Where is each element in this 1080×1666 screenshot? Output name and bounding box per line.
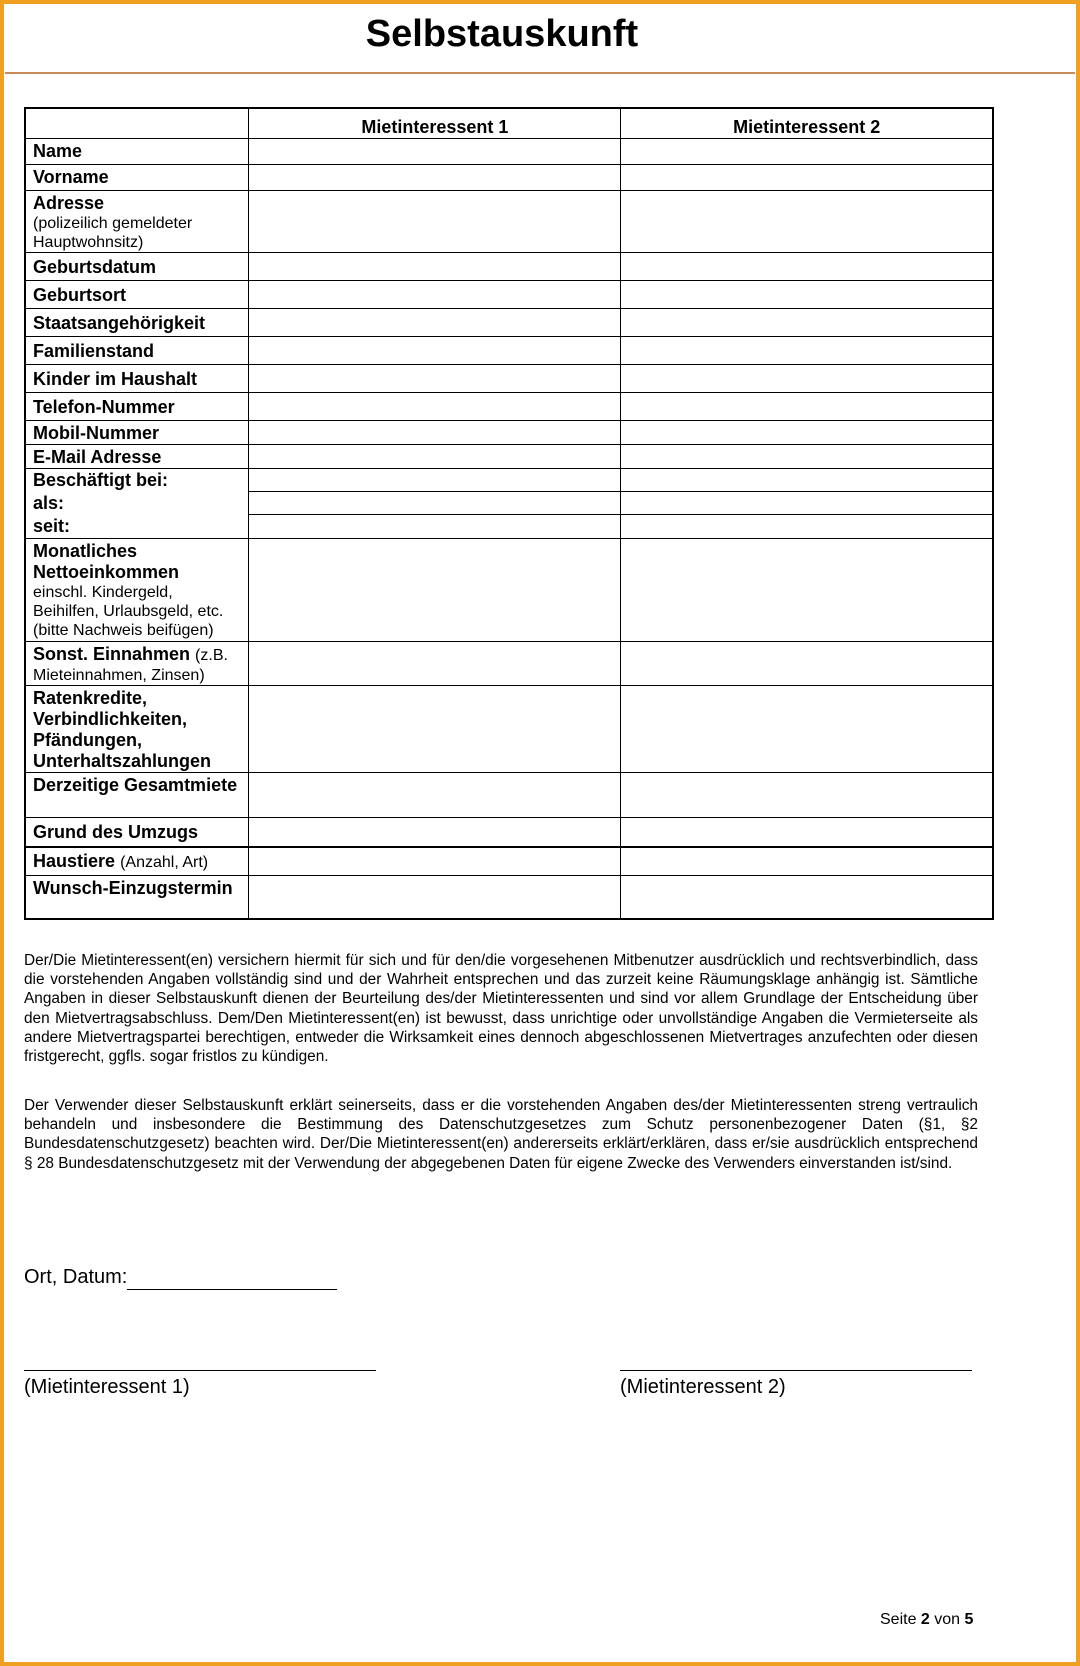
page-current: 2 [920, 1611, 930, 1628]
label-adresse-main: Adresse [33, 192, 105, 213]
header-row [25, 108, 993, 138]
field-kredite-2[interactable] [621, 685, 993, 772]
row-umzug [25, 817, 993, 847]
field-beschaeftigt-1[interactable] [249, 468, 621, 491]
label-einkommen-main: Monatliches Nettoeinkommen [33, 540, 180, 582]
field-sonst-1[interactable] [249, 641, 621, 685]
field-miete-1[interactable] [249, 772, 621, 817]
label-mobil: Mobil-Nummer [25, 420, 249, 444]
page-total: 5 [964, 1611, 974, 1628]
label-beschaeftigt: Beschäftigt bei: [33, 469, 169, 490]
declaration-paragraph-2: Der Verwender dieser Selbstauskunft erklärt seinerseits, dass er die vorstehenden Angaben des/der Mietinteressenten streng vertraulich behandeln und insbesondere die Bestimmung des Datenschutzgesetzes zum Schutz personenbezogener Daten (§1, §2 Bundesdatenschutzgesetz) beachten wird. Der/Die Mietinteressent(en) andererseits erklärt/erklären, dass er/sie ausdrücklich entsprechend § 28 Bundesdatenschutzgesetz mit der Verwendung der abgegebenen Daten für eigene Zwecke des Verwenders einverstanden ist/sind. [24, 1097, 978, 1172]
field-einkommen-1[interactable] [249, 538, 621, 641]
signature-label-2: (Mietinteressent 2) [620, 1376, 786, 1398]
field-miete-2[interactable] [621, 772, 993, 817]
header-tenant-2: Mietinteressent 2 [621, 108, 993, 138]
field-staat-2[interactable] [621, 308, 993, 336]
row-familienstand [25, 336, 993, 364]
field-mobil-2[interactable] [621, 420, 993, 444]
header-empty [25, 108, 249, 138]
label-sonst-einnahmen [25, 641, 249, 685]
label-vorname: Vorname [25, 164, 249, 190]
field-staat-1[interactable] [249, 308, 621, 336]
signature-tenant-2 [620, 1370, 972, 1400]
field-telefon-1[interactable] [249, 392, 621, 420]
field-haustiere-2[interactable] [621, 847, 993, 875]
row-kredite [25, 685, 993, 772]
label-sonst-main: Sonst. Einnahmen [33, 643, 191, 664]
field-kinder-2[interactable] [621, 364, 993, 392]
field-als-2[interactable] [621, 491, 993, 514]
label-adresse [25, 190, 249, 252]
label-sonst-sub: Mieteinnahmen, Zinsen) [33, 666, 205, 684]
field-telefon-2[interactable] [621, 392, 993, 420]
field-name-1[interactable] [249, 138, 621, 164]
declaration-paragraph-1: Der/Die Mietinteressent(en) versichern hiermit für sich und für den/die vorgesehenen Mitbenutzer ausdrücklich und rechtsverbindlich, dass die vorstehenden Angaben vollständig sind und der Wahrheit entsprechen und das zurzeit keine Räumungsklage anhängig ist. Sämtliche Angaben in dieser Selbstauskunft dienen der Beurteilung des/der Mietinteressenten und sind vor allem Grundlage der Entscheidung über den Mietvertragsabschluss. Dem/Den Mietinteressent(en) ist bewusst, dass unrichtige oder unvollständige Angaben die Vermieterseite als andere Mietvertragspartei berechtigen, entweder die Wirksamkeit eines dennoch abgeschlossenen Mietvertrages anzufechten oder diesen fristgerecht, ggfls. sogar fristlos zu kündigen. [24, 952, 978, 1066]
row-einkommen [25, 538, 993, 641]
label-geburtsort: Geburtsort [25, 280, 249, 308]
row-name [25, 138, 993, 164]
field-umzug-2[interactable] [621, 817, 993, 847]
row-email [25, 444, 993, 468]
field-geburtsdatum-1[interactable] [249, 252, 621, 280]
label-familienstand: Familienstand [25, 336, 249, 364]
field-adresse-1[interactable] [249, 190, 621, 252]
row-einzugstermin [25, 875, 993, 919]
field-sonst-2[interactable] [621, 641, 993, 685]
label-telefon: Telefon-Nummer [25, 392, 249, 420]
signature-label-1: (Mietinteressent 1) [24, 1376, 190, 1398]
row-haustiere [25, 847, 993, 875]
field-geburtsort-2[interactable] [621, 280, 993, 308]
label-kinder: Kinder im Haushalt [25, 364, 249, 392]
field-familienstand-2[interactable] [621, 336, 993, 364]
field-adresse-2[interactable] [621, 190, 993, 252]
page-mid: von [934, 1611, 961, 1628]
label-miete: Derzeitige Gesamtmiete [25, 772, 249, 817]
place-date-line[interactable] [127, 1270, 337, 1290]
field-vorname-2[interactable] [621, 164, 993, 190]
label-haustiere [25, 847, 249, 875]
field-kredite-1[interactable] [249, 685, 621, 772]
place-date-label: Ort, Datum: [24, 1266, 128, 1288]
label-umzug: Grund des Umzugs [25, 817, 249, 847]
label-einkommen [25, 538, 249, 641]
title-divider [5, 72, 1075, 74]
field-seit-2[interactable] [621, 515, 993, 538]
field-als-1[interactable] [249, 491, 621, 514]
field-email-2[interactable] [621, 444, 993, 468]
page-number [880, 1610, 973, 1630]
field-mobil-1[interactable] [249, 420, 621, 444]
label-name: Name [25, 138, 249, 164]
field-familienstand-1[interactable] [249, 336, 621, 364]
row-mobil [25, 420, 993, 444]
label-email: E-Mail Adresse [25, 444, 249, 468]
label-geburtsdatum: Geburtsdatum [25, 252, 249, 280]
row-telefon [25, 392, 993, 420]
label-seit: seit: [33, 515, 71, 536]
field-email-1[interactable] [249, 444, 621, 468]
label-kredite: Ratenkredite, Verbindlichkeiten, Pfändungen, Unterhaltszahlungen [25, 685, 249, 772]
field-vorname-1[interactable] [249, 164, 621, 190]
label-staatsangehoerigkeit: Staatsangehörigkeit [25, 308, 249, 336]
row-geburtsdatum [25, 252, 993, 280]
label-haustiere-inline: (Anzahl, Art) [120, 854, 209, 872]
row-geburtsort [25, 280, 993, 308]
row-sonst-einnahmen [25, 641, 993, 685]
field-geburtsort-1[interactable] [249, 280, 621, 308]
row-adresse [25, 190, 993, 252]
place-date-field [24, 1264, 337, 1290]
page-prefix: Seite [880, 1611, 917, 1628]
self-disclosure-table [24, 107, 994, 920]
field-geburtsdatum-2[interactable] [621, 252, 993, 280]
label-einzugstermin: Wunsch-Einzugstermin [25, 875, 249, 919]
field-kinder-1[interactable] [249, 364, 621, 392]
row-beschaeftigt [25, 468, 993, 491]
row-kinder [25, 364, 993, 392]
label-employment [25, 468, 249, 538]
field-umzug-1[interactable] [249, 817, 621, 847]
label-haustiere-main: Haustiere [33, 851, 116, 872]
header-tenant-1: Mietinteressent 1 [249, 108, 621, 138]
field-haustiere-1[interactable] [249, 847, 621, 875]
label-einkommen-sub: einschl. Kindergeld, Beihilfen, Urlaubsgeld, etc. (bitte Nachweis beifügen) [33, 583, 224, 639]
label-adresse-sub: (polizeilich gemeldeter Hauptwohnsitz) [33, 214, 193, 251]
field-beschaeftigt-2[interactable] [621, 468, 993, 491]
field-name-2[interactable] [621, 138, 993, 164]
row-miete [25, 772, 993, 817]
row-staatsangehoerigkeit [25, 308, 993, 336]
row-vorname [25, 164, 993, 190]
field-einkommen-2[interactable] [621, 538, 993, 641]
label-als: als: [33, 492, 65, 513]
page-title: Selbstauskunft [365, 13, 639, 55]
field-einzug-2[interactable] [621, 875, 993, 919]
signature-tenant-1 [24, 1370, 376, 1400]
label-sonst-inline: (z.B. [195, 646, 228, 664]
field-seit-1[interactable] [249, 515, 621, 538]
field-einzug-1[interactable] [249, 875, 621, 919]
